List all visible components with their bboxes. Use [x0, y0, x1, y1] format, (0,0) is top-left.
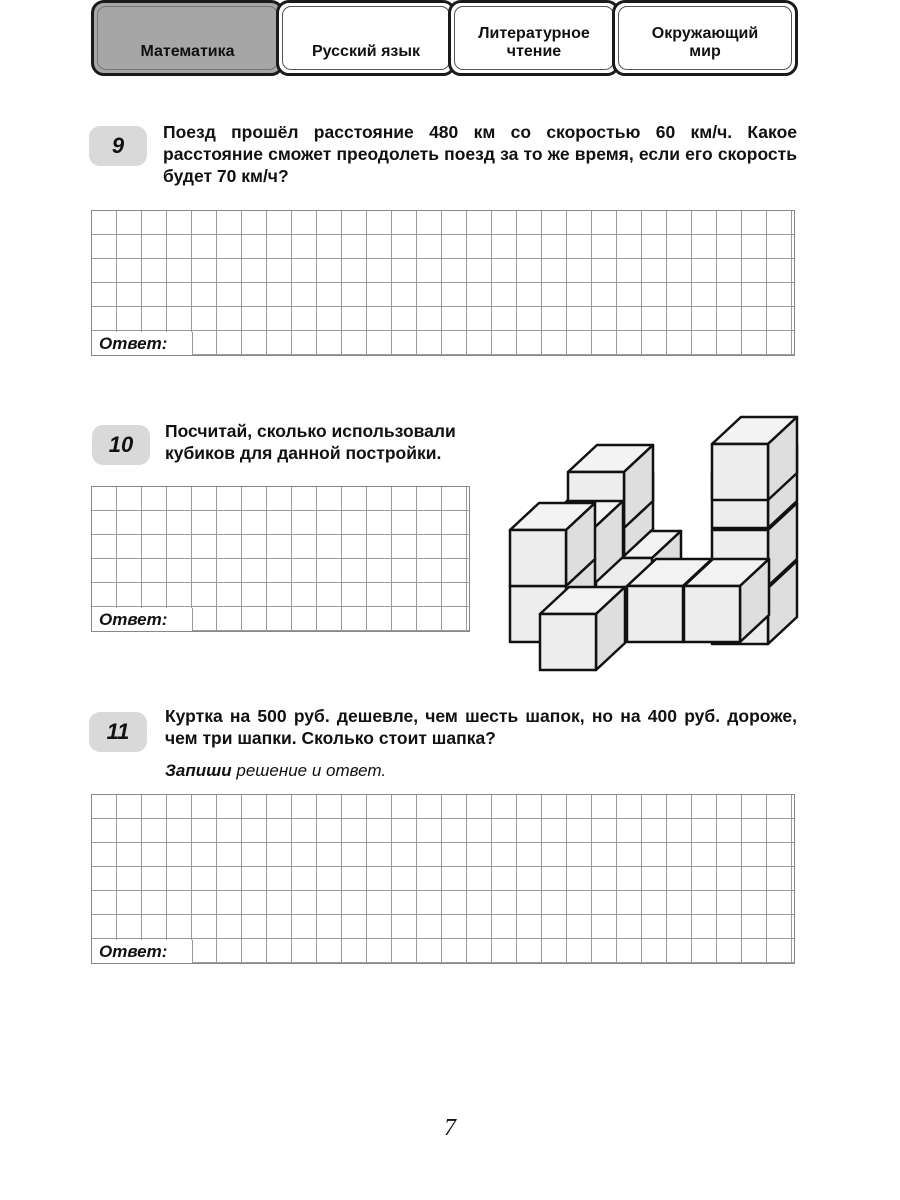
page-number: 7: [444, 1115, 456, 1141]
tab-world-around[interactable]: [612, 0, 798, 76]
task-10-answer-grid[interactable]: [91, 486, 470, 632]
task-11-instruction: [165, 761, 386, 781]
task-11-answer-grid[interactable]: [91, 794, 795, 964]
task-11-text: Куртка на 500 руб. дешевле, чем шесть шапок, но на 400 руб. дороже, чем три шапки. Сколько стоит шапка?: [165, 706, 797, 748]
task-9-answer-grid[interactable]: [91, 210, 795, 356]
task-10-text: Посчитай, сколько использовали кубиков для данной постройки.: [165, 421, 456, 463]
tab-literary-reading[interactable]: [448, 0, 620, 76]
instruction-rest: решение и ответ.: [231, 761, 387, 780]
answer-label: Ответ:: [99, 334, 168, 353]
task-number-badge: 9: [89, 126, 147, 166]
tab-label: Русский язык: [311, 43, 421, 60]
tab-russian[interactable]: [276, 0, 456, 76]
tab-label: Литературное чтение: [478, 25, 590, 60]
answer-box: [92, 940, 193, 963]
answer-label: Ответ:: [99, 610, 168, 629]
task-9-text: Поезд прошёл расстояние 480 км со скоростью 60 км/ч. Какое расстояние сможет преодолеть поезд за то же время, если его скорость будет 70 км/ч?: [163, 122, 797, 186]
subject-tabs: [91, 0, 798, 80]
answer-box: [92, 608, 193, 631]
cube-construction-figure: [505, 412, 800, 674]
answer-box: [92, 332, 193, 355]
task-number-badge: 10: [92, 425, 150, 465]
tab-mathematics[interactable]: [91, 0, 284, 76]
cube-structure: [510, 417, 797, 670]
tab-label: Окружающий мир: [651, 25, 759, 60]
answer-label: Ответ:: [99, 942, 168, 961]
instruction-bold: Запиши: [165, 761, 232, 780]
tab-label: Математика: [140, 43, 235, 60]
task-number-badge: 11: [89, 712, 147, 752]
